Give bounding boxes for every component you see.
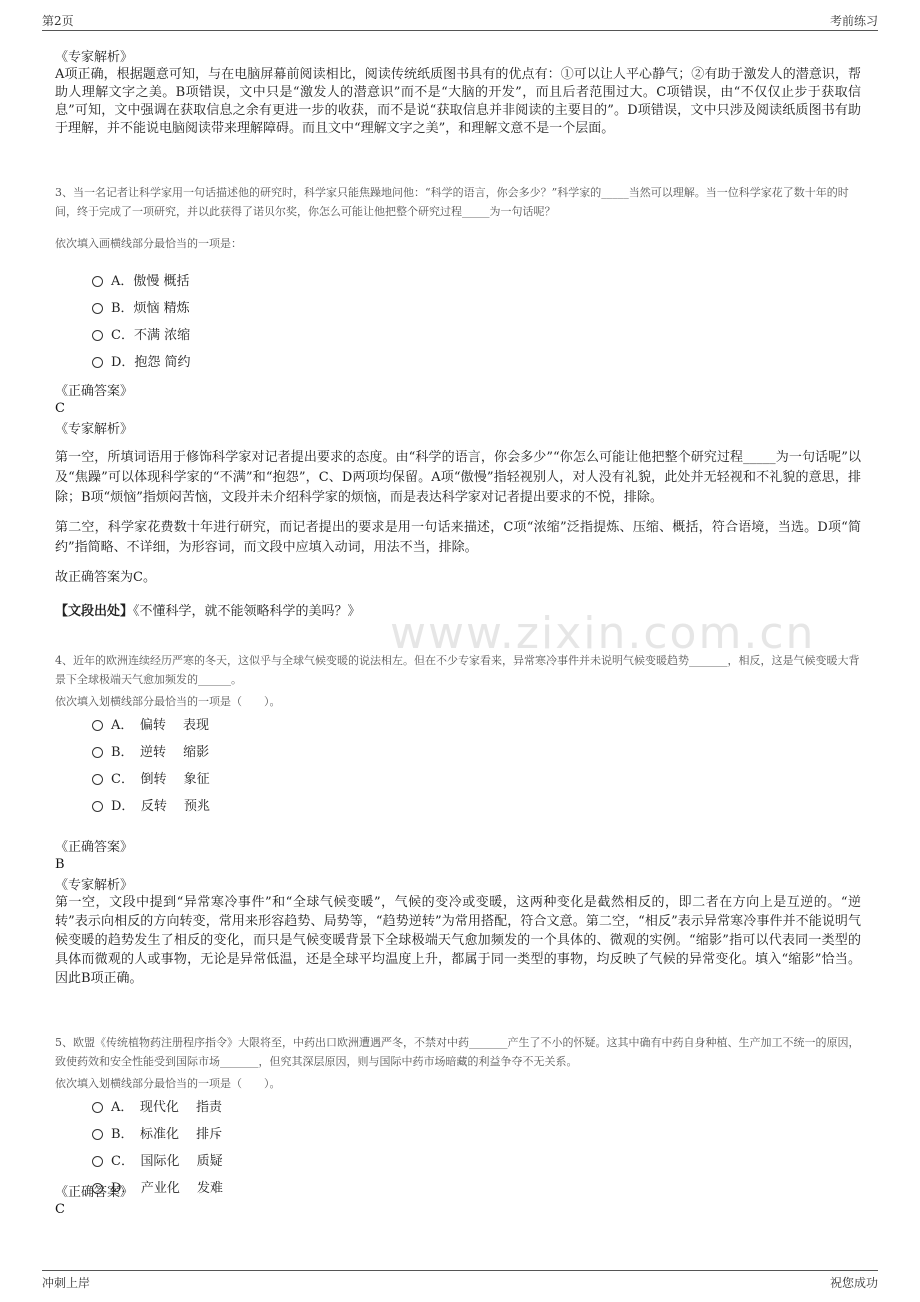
answer-label: 《正确答案》 xyxy=(55,840,134,855)
q4-option-d[interactable]: D． 反转 预兆 xyxy=(92,791,210,818)
analysis-label: 《专家解析》 xyxy=(55,50,134,65)
q5-option-d[interactable]: D． 产业化 发难 xyxy=(92,1173,223,1200)
answer-value: C xyxy=(55,1202,65,1217)
page-header xyxy=(42,12,878,31)
page-number: 第2页 xyxy=(42,14,74,28)
analysis-para-1: 第一空，所填词语用于修饰科学家对记者提出要求的态度。由“科学的语言，你会多少”“你怎么可能让他把整个研究过程_____为一句话呢”以及“焦躁”可以体现科学家的“不满”和“抱怨”，C、D两项均保留。A项“傲慢”指轻视别人，对人没有礼貌，此处并无轻视和不礼貌的意思，排除；B项“烦恼”指烦闷苦恼，文段并未介绍科学家的烦恼，而是表达科学家对记者提出要求的不悦，排除。 xyxy=(55,450,861,505)
q4-option-a[interactable]: A． 偏转 表现 xyxy=(92,710,210,737)
analysis-label: 《专家解析》 xyxy=(55,422,134,437)
answer-label: 《正确答案》 xyxy=(55,1185,134,1200)
radio-icon[interactable] xyxy=(92,276,103,287)
radio-icon[interactable] xyxy=(92,1102,103,1113)
q3-answer-block xyxy=(55,380,861,437)
radio-icon[interactable] xyxy=(92,330,103,341)
watermark: www.zixin.com.cn xyxy=(390,608,816,659)
answer-value: C xyxy=(55,401,65,416)
source-title: 《不懂科学，就不能领略科学的美吗？》 xyxy=(133,604,361,619)
q3-option-b[interactable]: B．烦恼 精炼 xyxy=(92,293,191,320)
q5-option-b[interactable]: B． 标准化 排斥 xyxy=(92,1119,223,1146)
q4-options xyxy=(92,710,210,818)
header-title: 考前练习 xyxy=(829,14,878,28)
radio-icon[interactable] xyxy=(92,1129,103,1140)
q3-option-c[interactable]: C．不满 浓缩 xyxy=(92,320,191,347)
answer-label: 《正确答案》 xyxy=(55,384,134,399)
page-footer xyxy=(42,1270,878,1291)
q4-prompt: 依次填入划横线部分最恰当的一项是（ ）。 xyxy=(55,695,281,708)
source-tag: 【文段出处】 xyxy=(55,604,134,619)
radio-icon[interactable] xyxy=(92,303,103,314)
source-line xyxy=(55,600,861,619)
radio-icon[interactable] xyxy=(92,801,103,812)
radio-icon[interactable] xyxy=(92,747,103,758)
footer-right: 祝您成功 xyxy=(829,1276,878,1290)
q5-prompt: 依次填入划横线部分最恰当的一项是（ ）。 xyxy=(55,1077,281,1090)
radio-icon[interactable] xyxy=(92,720,103,731)
q2-analysis xyxy=(55,46,861,138)
analysis-label: 《专家解析》 xyxy=(55,878,134,893)
q3-analysis xyxy=(55,448,861,619)
q5-option-c[interactable]: C． 国际化 质疑 xyxy=(92,1146,223,1173)
radio-icon[interactable] xyxy=(92,774,103,785)
q4-stem: 4、近年的欧洲连续经历严寒的冬天，这似乎与全球气候变暖的说法相左。但在不少专家看来，异常寒冷事件并未说明气候变暖趋势_______，相反，这是气候变暖大背景下全球极端天气愈加频发的______。 xyxy=(55,654,860,686)
answer-value: B xyxy=(55,857,65,872)
q4-option-c[interactable]: C． 倒转 象征 xyxy=(92,764,210,791)
analysis-text: A项正确，根据题意可知，与在电脑屏幕前阅读相比，阅读传统纸质图书具有的优点有：①可以让人平心静气；②有助于激发人的潜意识，帮助人理解文字之美。B项错误，文中只是“激发人的潜意识”而不是“大脑的开发”，而且后者范围过大。C项错误，由“不仅仅止步于获取信息”可知，文中强调在获取信息之余有更进一步的收获，而不是说“获取信息并非阅读的主要目的”。D项错误，文中只涉及阅读纸质图书有助于理解，并不能说电脑阅读带来理解障碍。而且文中“理解文字之美”，和理解文意不是一个层面。 xyxy=(55,67,861,136)
q5-answer-block xyxy=(55,1181,861,1217)
q5-stem: 5、欧盟《传统植物药注册程序指令》大限将至，中药出口欧洲遭遇严冬，不禁对中药_______产生了不小的怀疑。这其中确有中药自身种植、生产加工不统一的原因，致使药效和安全性能受到国际市场_______，但究其深层原因，则与国际中药市场暗藏的利益争夺不无关系。 xyxy=(55,1036,860,1068)
q3-stem: 3、当一名记者让科学家用一句话描述他的研究时，科学家只能焦躁地问他：“科学的语言，你会多少？”科学家的_____当然可以理解。当一位科学家花了数十年的时间，终于完成了一项研究，并以此获得了诺贝尔奖，你怎么可能让他把整个研究过程_____为一句话呢？ xyxy=(55,186,849,218)
q3-option-d[interactable]: D．抱怨 简约 xyxy=(92,347,191,374)
q3-options xyxy=(92,266,191,374)
q4-option-b[interactable]: B． 逆转 缩影 xyxy=(92,737,210,764)
analysis-conclusion: 故正确答案为C。 xyxy=(55,570,156,585)
radio-icon[interactable] xyxy=(92,1156,103,1167)
q4-answer-block xyxy=(55,836,861,988)
footer-left: 冲刺上岸 xyxy=(42,1276,91,1290)
q5-option-a[interactable]: A． 现代化 指责 xyxy=(92,1092,223,1119)
analysis-para-2: 第二空，科学家花费数十年进行研究，而记者提出的要求是用一句话来描述，C项“浓缩”泛指提炼、压缩、概括，符合语境，当选。D项“简约”指简略、不详细，为形容词，而文段中应填入动词，用法不当，排除。 xyxy=(55,520,861,555)
q3-option-a[interactable]: A．傲慢 概括 xyxy=(92,266,191,293)
analysis-text: 第一空，文段中提到“异常寒冷事件”和“全球气候变暖”，气候的变冷或变暖，这两种变化是截然相反的，即二者在方向上是互逆的。“逆转”表示向相反的方向转变，常用来形容趋势、局势等，“趋势逆转”为常用搭配，符合文意。第二空，“相反”表示异常寒冷事件并不能说明气候变暖的趋势发生了相反的变化，而只是气候变暖背景下全球极端天气愈加频发的一个具体的、微观的实例。“缩影”指可以代表同一类型的具体而微观的人或事物，无论是异常低温，还是全球平均温度上升，都属于同一类型的事物，均反映了气候的异常变化。填入“缩影”恰当。因此B项正确。 xyxy=(55,895,861,986)
radio-icon[interactable] xyxy=(92,357,103,368)
q3-prompt: 依次填入画横线部分最恰当的一项是： xyxy=(55,237,242,250)
